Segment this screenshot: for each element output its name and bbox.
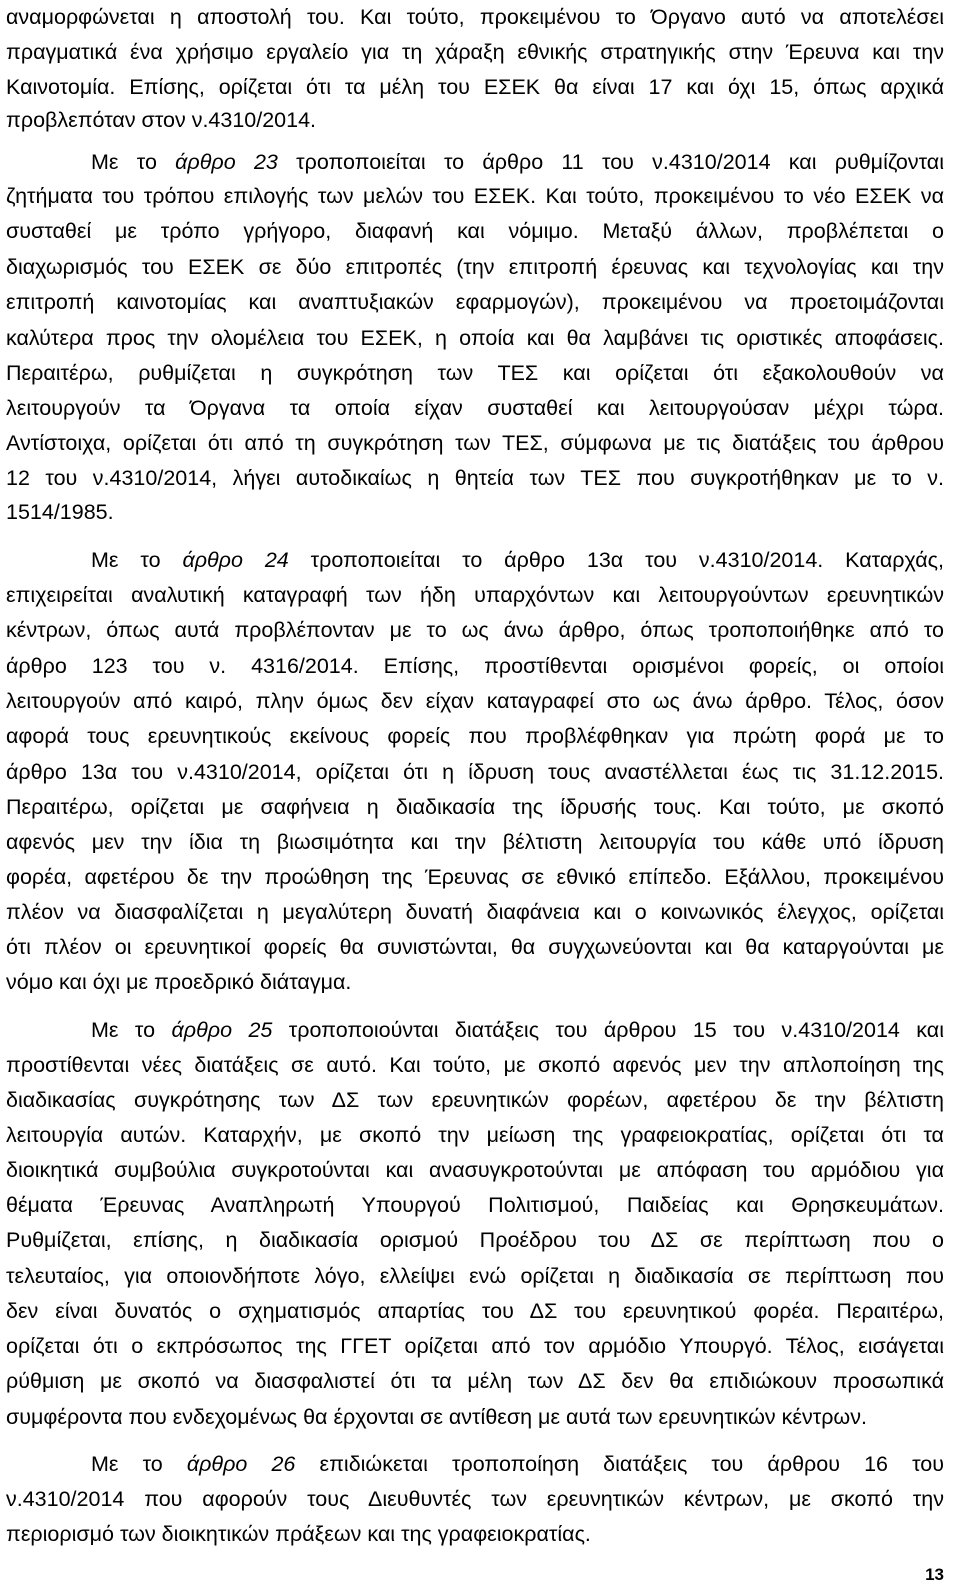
article-reference: άρθρο 24 xyxy=(182,548,289,572)
text-line: πλέον να διασφαλίζεται η μεγαλύτερη δυνατή διαφάνεια και ο κοινωνικός έλεγχος, ορίζεται xyxy=(6,900,944,924)
text-line: Καινοτομία. Επίσης, ορίζεται ότι τα μέλη του ΕΣΕΚ θα είναι 17 και όχι 15, όπως αρχικά xyxy=(6,75,944,99)
text-line: Αντίστοιχα, ορίζεται ότι από τη συγκρότηση των ΤΕΣ, σύμφωνα με τις διατάξεις του άρθρου xyxy=(6,431,944,455)
text-line: τελευταίος, για οποιονδήποτε λόγο, ελλείψει ενώ ορίζεται η διαδικασία σε περίπτωση που xyxy=(6,1264,944,1288)
text-line: καλύτερα προς την ολομέλεια του ΕΣΕΚ, η οποία και θα λαμβάνει τις οριστικές αποφάσεις. xyxy=(6,326,944,350)
text-line: 1514/1985. xyxy=(6,500,114,524)
text-line: ν.4310/2014 που αφορούν τους Διευθυντές των ερευνητικών κέντρων, με σκοπό την xyxy=(6,1487,944,1511)
text-line: επιχειρείται αναλυτική καταγραφή των ήδη υπαρχόντων και λειτουργούντων ερευνητικών xyxy=(6,583,944,607)
text-line: Ρυθμίζεται, επίσης, η διαδικασία ορισμού Προέδρου του ΔΣ σε περίπτωση που ο xyxy=(6,1228,944,1252)
text-line: πραγματικά ένα χρήσιμο εργαλείο για τη χάραξη εθνικής στρατηγικής στην Έρευνα και την xyxy=(6,40,944,64)
text-line: δεν είναι δυνατός ο σχηματισμός απαρτίας του ΔΣ του ερευνητικού φορέα. Περαιτέρω, xyxy=(6,1299,944,1323)
text-line: άρθρο 13α του ν.4310/2014, ορίζεται ότι η ίδρυση τους αναστέλλεται έως τις 31.12.2015. xyxy=(6,760,944,784)
text-line: λειτουργούν τα Όργανα τα οποία είχαν συσταθεί και λειτουργούσαν μέχρι τώρα. xyxy=(6,396,944,420)
text-line: διαδικασίας συγκρότησης των ΔΣ των ερευνητικών φορέων, αφετέρου δε την βέλτιστη xyxy=(6,1088,944,1112)
text-line: διαχωρισμός του ΕΣΕΚ σε δύο επιτροπές (την επιτροπή έρευνας και τεχνολογίας και την xyxy=(6,255,944,279)
text-line: Με το άρθρο 23 τροποποιείται το άρθρο 11 του ν.4310/2014 και ρυθμίζονται xyxy=(91,150,944,174)
text-line: ρύθμιση με σκοπό να διασφαλιστεί ότι τα μέλη των ΔΣ δεν θα επιδιώκουν προσωπικά xyxy=(6,1369,944,1393)
text-line: αφορά τους ερευνητικούς εκείνους φορείς που προβλέφθηκαν για πρώτη φορά με το xyxy=(6,724,944,748)
text-line: θέματα Έρευνας Αναπληρωτή Υπουργού Πολιτισμού, Παιδείας και Θρησκευμάτων. xyxy=(6,1193,944,1217)
text-line: αφενός μεν την ίδια τη βιωσιμότητα και την βέλτιστη λειτουργία του κάθε υπό ίδρυση xyxy=(6,830,944,854)
text-line: κέντρων, όπως αυτά προβλέπονταν με το ως άνω άρθρο, όπως τροποποιήθηκε από το xyxy=(6,618,944,642)
text-line: λειτουργία αυτών. Καταρχήν, με σκοπό την μείωση της γραφειοκρατίας, ορίζεται ότι τα xyxy=(6,1123,944,1147)
text-line: περιορισμό των διοικητικών πράξεων και της γραφειοκρατίας. xyxy=(6,1522,591,1546)
text-line: Περαιτέρω, ρυθμίζεται η συγκρότηση των ΤΕΣ και ορίζεται ότι εξακολουθούν να xyxy=(6,361,944,385)
text-line: φορέα, αφετέρου δε την προώθηση της Έρευνας σε εθνικό επίπεδο. Εξάλλου, προκειμένου xyxy=(6,865,944,889)
text-line: νόμο και όχι με προεδρικό διάταγμα. xyxy=(6,970,352,994)
text-line: προβλεπόταν στον ν.4310/2014. xyxy=(6,108,317,132)
text-line: επιτροπή καινοτομίας και αναπτυξιακών εφαρμογών), προκειμένου να προετοιμάζονται xyxy=(6,290,944,314)
text-line: Με το άρθρο 25 τροποποιούνται διατάξεις του άρθρου 15 του ν.4310/2014 και xyxy=(91,1018,944,1042)
text-line: άρθρο 123 του ν. 4316/2014. Επίσης, προστίθενται ορισμένοι φορείς, οι οποίοι xyxy=(6,654,944,678)
text-line: ζητήματα του τρόπου επιλογής των μελών του ΕΣΕΚ. Και τούτο, προκειμένου το νέο ΕΣΕΚ να xyxy=(6,184,944,208)
text-line: συμφέροντα που ενδεχομένως θα έρχονται σε αντίθεση με αυτά των ερευνητικών κέντρων. xyxy=(6,1405,867,1429)
article-reference: άρθρο 26 xyxy=(186,1452,296,1476)
page-number: 13 xyxy=(925,1565,944,1584)
text-line: Με το άρθρο 26 επιδιώκεται τροποποίηση διατάξεις του άρθρου 16 του xyxy=(91,1452,944,1476)
text-line: ορίζεται ότι ο εκπρόσωπος της ΓΓΕΤ ορίζεται από τον αρμόδιο Υπουργό. Τέλος, εισάγεται xyxy=(6,1334,944,1358)
text-line: αναμορφώνεται η αποστολή του. Και τούτο, προκειμένου το Όργανο αυτό να αποτελέσει xyxy=(6,5,944,29)
article-reference: άρθρο 23 xyxy=(175,150,278,174)
text-line: προστίθενται νέες διατάξεις σε αυτό. Και τούτο, με σκοπό αφενός μεν την απλοποίηση της xyxy=(6,1053,944,1077)
text-line: λειτουργούν από καιρό, πλην όμως δεν είχαν καταγραφεί στο ως άνω άρθρο. Τέλος, όσον xyxy=(6,689,944,713)
text-line: Με το άρθρο 24 τροποποιείται το άρθρο 13α του ν.4310/2014. Καταρχάς, xyxy=(91,548,944,572)
text-line: διοικητικά συμβούλια συγκροτούνται και ανασυγκροτούνται με απόφαση του αρμόδιου για xyxy=(6,1158,944,1182)
text-line: συσταθεί με τρόπο γρήγορο, διαφανή και νόμιμο. Μεταξύ άλλων, προβλέπεται ο xyxy=(6,219,944,243)
text-line: 12 του ν.4310/2014, λήγει αυτοδικαίως η θητεία των ΤΕΣ που συγκροτήθηκαν με το ν. xyxy=(6,466,944,490)
article-reference: άρθρο 25 xyxy=(171,1018,273,1042)
text-line: ότι πλέον οι ερευνητικοί φορείς θα συνιστώνται, θα συγχωνεύονται και θα καταργούνται με xyxy=(6,935,944,959)
text-line: Περαιτέρω, ορίζεται με σαφήνεια η διαδικασία της ίδρυσής τους. Και τούτο, με σκοπό xyxy=(6,795,944,819)
